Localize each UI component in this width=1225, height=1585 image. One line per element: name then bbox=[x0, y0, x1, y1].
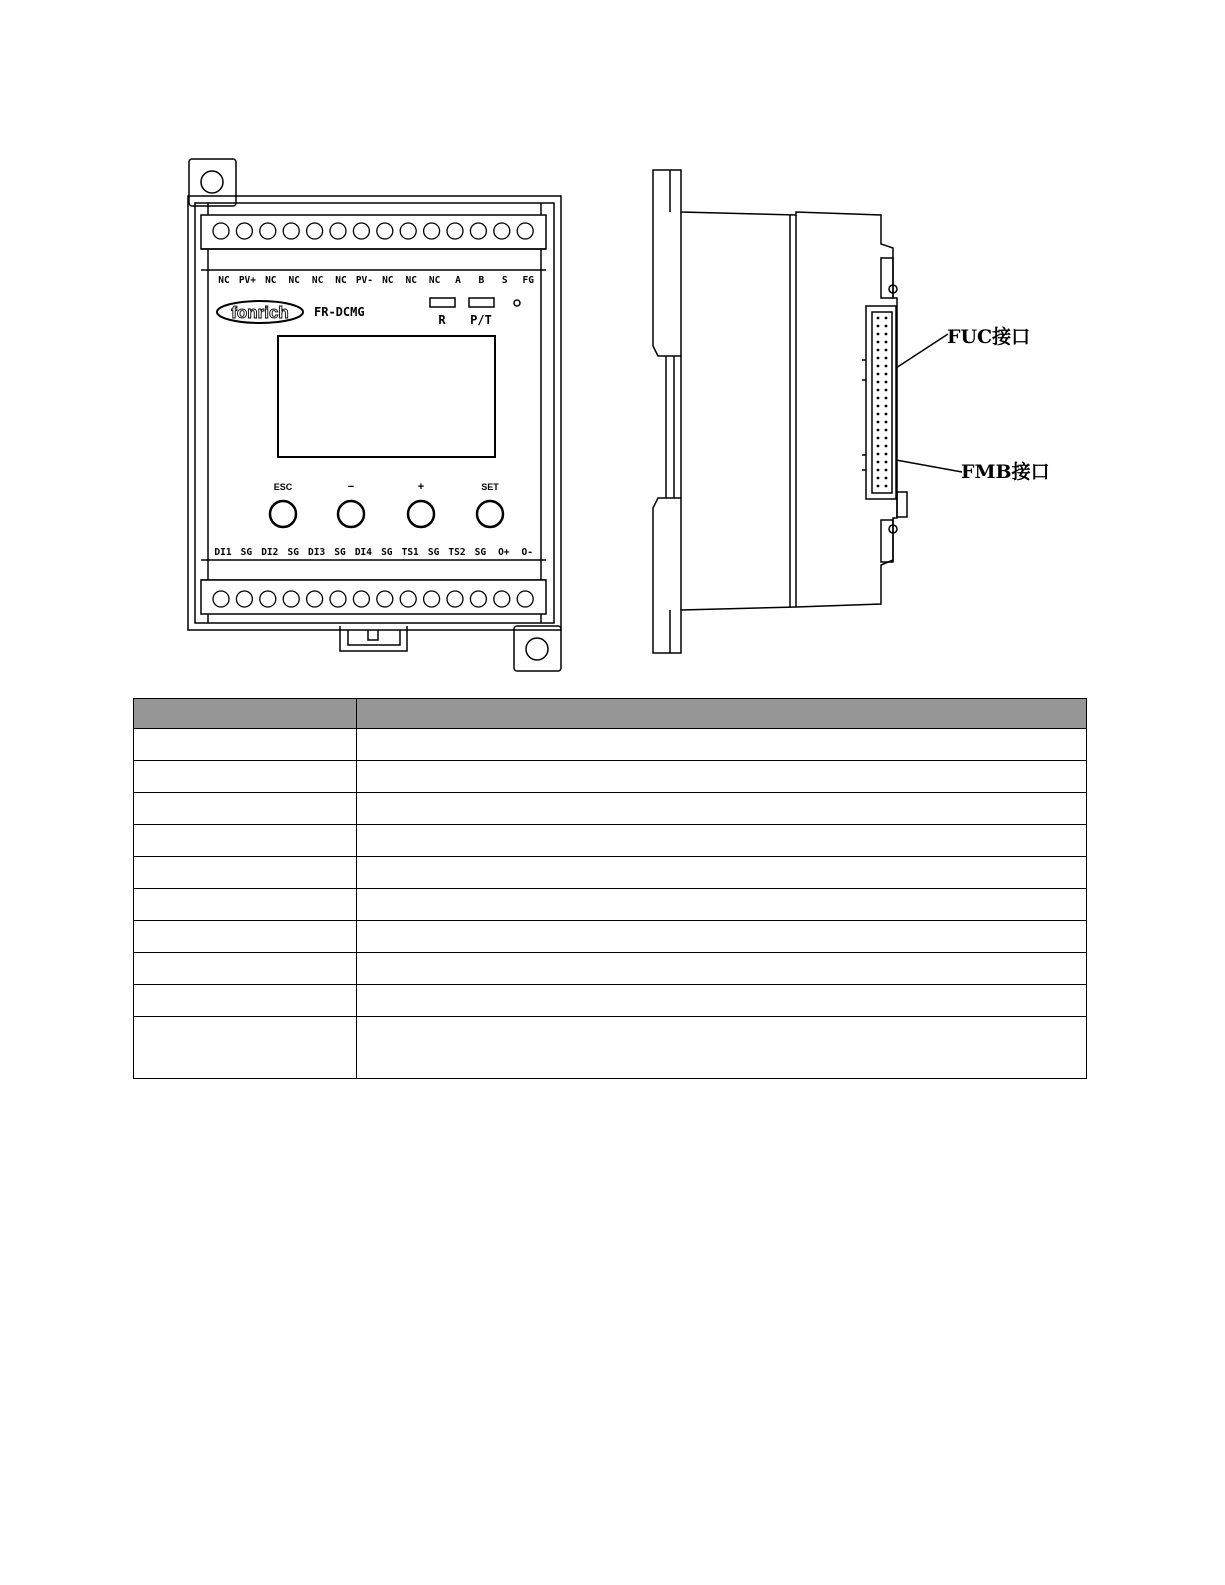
connector-pin bbox=[885, 421, 888, 424]
connector-pin bbox=[877, 429, 880, 432]
table-row bbox=[134, 1017, 1087, 1079]
connector-pin bbox=[877, 397, 880, 400]
table-row bbox=[134, 761, 1087, 793]
connector-pin bbox=[877, 333, 880, 336]
table-cell bbox=[134, 793, 357, 825]
bottom-terminal-label: SG bbox=[334, 547, 346, 558]
bottom-terminal-label: SG bbox=[474, 547, 487, 558]
connector-pin bbox=[877, 317, 880, 320]
table-header-row bbox=[134, 699, 1087, 729]
top-terminal-label: NC bbox=[265, 275, 277, 286]
table-cell bbox=[134, 985, 357, 1017]
connector-pin bbox=[877, 437, 880, 440]
connector-pin bbox=[885, 333, 888, 336]
led-r-label: R bbox=[438, 313, 446, 327]
connector-pins bbox=[877, 317, 888, 488]
fmb-interface-label: FMB接口 bbox=[961, 461, 1050, 483]
lcd-screen bbox=[278, 336, 495, 457]
connector-pin bbox=[885, 437, 888, 440]
connector-pin bbox=[877, 357, 880, 360]
table-cell bbox=[357, 857, 1087, 889]
connector-pin bbox=[885, 429, 888, 432]
bottom-mounting-hole bbox=[526, 638, 548, 660]
connector-pin bbox=[877, 485, 880, 488]
top-terminal-label: FG bbox=[522, 275, 534, 286]
led-pt-label: P/T bbox=[470, 313, 492, 327]
table-row bbox=[134, 793, 1087, 825]
plus-button bbox=[408, 501, 434, 527]
connector-pin bbox=[877, 413, 880, 416]
minus-button bbox=[338, 501, 364, 527]
connector-pin bbox=[885, 381, 888, 384]
table-row bbox=[134, 953, 1087, 985]
table-row bbox=[134, 889, 1087, 921]
bottom-terminal-label: DI1 bbox=[214, 547, 232, 558]
table-cell bbox=[357, 889, 1087, 921]
esc-button-label: ESC bbox=[273, 482, 293, 492]
set-button bbox=[477, 501, 503, 527]
table-cell bbox=[134, 857, 357, 889]
bottom-terminal-label: DI2 bbox=[261, 547, 279, 558]
table-cell bbox=[357, 1017, 1087, 1079]
top-terminal-label: B bbox=[478, 275, 485, 286]
bottom-terminal-label: TS1 bbox=[401, 547, 419, 558]
table-cell bbox=[357, 761, 1087, 793]
led-pt bbox=[469, 298, 494, 307]
connector-pin bbox=[877, 469, 880, 472]
connector-pin bbox=[877, 365, 880, 368]
top-terminal-label: NC bbox=[311, 275, 324, 286]
connector-pin bbox=[877, 405, 880, 408]
status-led bbox=[514, 300, 520, 306]
table-cell bbox=[357, 921, 1087, 953]
side-view bbox=[653, 170, 962, 653]
top-terminal-label: NC bbox=[288, 275, 300, 286]
model-name: FR-DCMG bbox=[314, 305, 365, 319]
table-header-cell bbox=[134, 699, 357, 729]
connector-pin bbox=[885, 485, 888, 488]
connector-pin bbox=[877, 341, 880, 344]
top-terminal-label: NC bbox=[428, 275, 441, 286]
table-cell bbox=[357, 729, 1087, 761]
table-cell bbox=[357, 825, 1087, 857]
connector-pin bbox=[877, 445, 880, 448]
top-terminal-label: NC bbox=[335, 275, 347, 286]
bottom-terminal-label: O- bbox=[521, 547, 533, 558]
fuc-interface-label: FUC接口 bbox=[947, 326, 1031, 348]
top-terminal-label: NC bbox=[405, 275, 417, 286]
connector-pin bbox=[877, 389, 880, 392]
bottom-mounting-ear bbox=[514, 626, 561, 671]
table-cell bbox=[134, 825, 357, 857]
bottom-terminal-label: DI3 bbox=[308, 547, 326, 558]
connector-pin bbox=[877, 421, 880, 424]
connector-pin bbox=[885, 317, 888, 320]
table-cell bbox=[134, 761, 357, 793]
top-terminal-label: NC bbox=[218, 275, 230, 286]
top-terminal-label: S bbox=[501, 275, 508, 286]
table-cell bbox=[357, 793, 1087, 825]
connector-pin bbox=[885, 389, 888, 392]
connector-pin bbox=[885, 469, 888, 472]
top-terminal-label: PV+ bbox=[238, 275, 256, 286]
fmb-callout-line bbox=[896, 460, 962, 472]
connector-pin bbox=[877, 349, 880, 352]
table-header-cell bbox=[357, 699, 1087, 729]
connector-pin bbox=[885, 413, 888, 416]
connector-pin bbox=[885, 357, 888, 360]
connector-pin bbox=[877, 325, 880, 328]
connector-pin bbox=[877, 373, 880, 376]
connector-pin bbox=[877, 477, 880, 480]
plus-button-label: + bbox=[417, 481, 425, 493]
table-cell bbox=[134, 953, 357, 985]
device-figure bbox=[0, 0, 1225, 700]
connector-pin bbox=[885, 373, 888, 376]
top-terminal-label: A bbox=[455, 275, 461, 286]
table-row bbox=[134, 825, 1087, 857]
top-terminal-label: NC bbox=[382, 275, 394, 286]
table-row bbox=[134, 729, 1087, 761]
top-terminal-label: PV- bbox=[355, 275, 373, 286]
bottom-terminal-label: SG bbox=[427, 547, 440, 558]
minus-button-label: − bbox=[347, 481, 355, 493]
connector-pin bbox=[885, 365, 888, 368]
esc-button bbox=[270, 501, 296, 527]
connector-pin bbox=[877, 461, 880, 464]
front-housing bbox=[188, 196, 561, 630]
connector-pin bbox=[877, 381, 880, 384]
connector-pin bbox=[877, 453, 880, 456]
connector-pin bbox=[885, 325, 888, 328]
table-row bbox=[134, 985, 1087, 1017]
led-r bbox=[430, 298, 455, 307]
brand-logo: fonrich bbox=[231, 303, 289, 322]
connector-pin bbox=[885, 397, 888, 400]
bottom-terminal-label: DI4 bbox=[354, 547, 372, 558]
connector-pin bbox=[885, 405, 888, 408]
connector-pin bbox=[885, 477, 888, 480]
table-cell bbox=[357, 985, 1087, 1017]
connector-pin bbox=[885, 453, 888, 456]
table-cell bbox=[134, 729, 357, 761]
table-cell bbox=[357, 953, 1087, 985]
connector-pin bbox=[885, 341, 888, 344]
bottom-terminal-label: SG bbox=[287, 547, 299, 558]
table-cell bbox=[134, 921, 357, 953]
bottom-terminal-label: TS2 bbox=[448, 547, 466, 558]
spec-table bbox=[133, 698, 1087, 1079]
bottom-terminal-label: O+ bbox=[498, 547, 510, 558]
table-body bbox=[134, 729, 1087, 1079]
table-row bbox=[134, 921, 1087, 953]
top-mounting-ear bbox=[189, 159, 236, 206]
connector-pin bbox=[885, 445, 888, 448]
side-housing-outline bbox=[653, 170, 897, 653]
fuc-callout-line bbox=[896, 334, 948, 368]
top-mounting-hole bbox=[201, 171, 223, 193]
set-button-label: SET bbox=[481, 482, 499, 492]
connector-pin bbox=[885, 349, 888, 352]
table-cell bbox=[134, 1017, 357, 1079]
bottom-terminal-label: SG bbox=[381, 547, 393, 558]
bottom-terminal-label: SG bbox=[240, 547, 253, 558]
connector-pin bbox=[885, 461, 888, 464]
table-row bbox=[134, 857, 1087, 889]
table-cell bbox=[134, 889, 357, 921]
